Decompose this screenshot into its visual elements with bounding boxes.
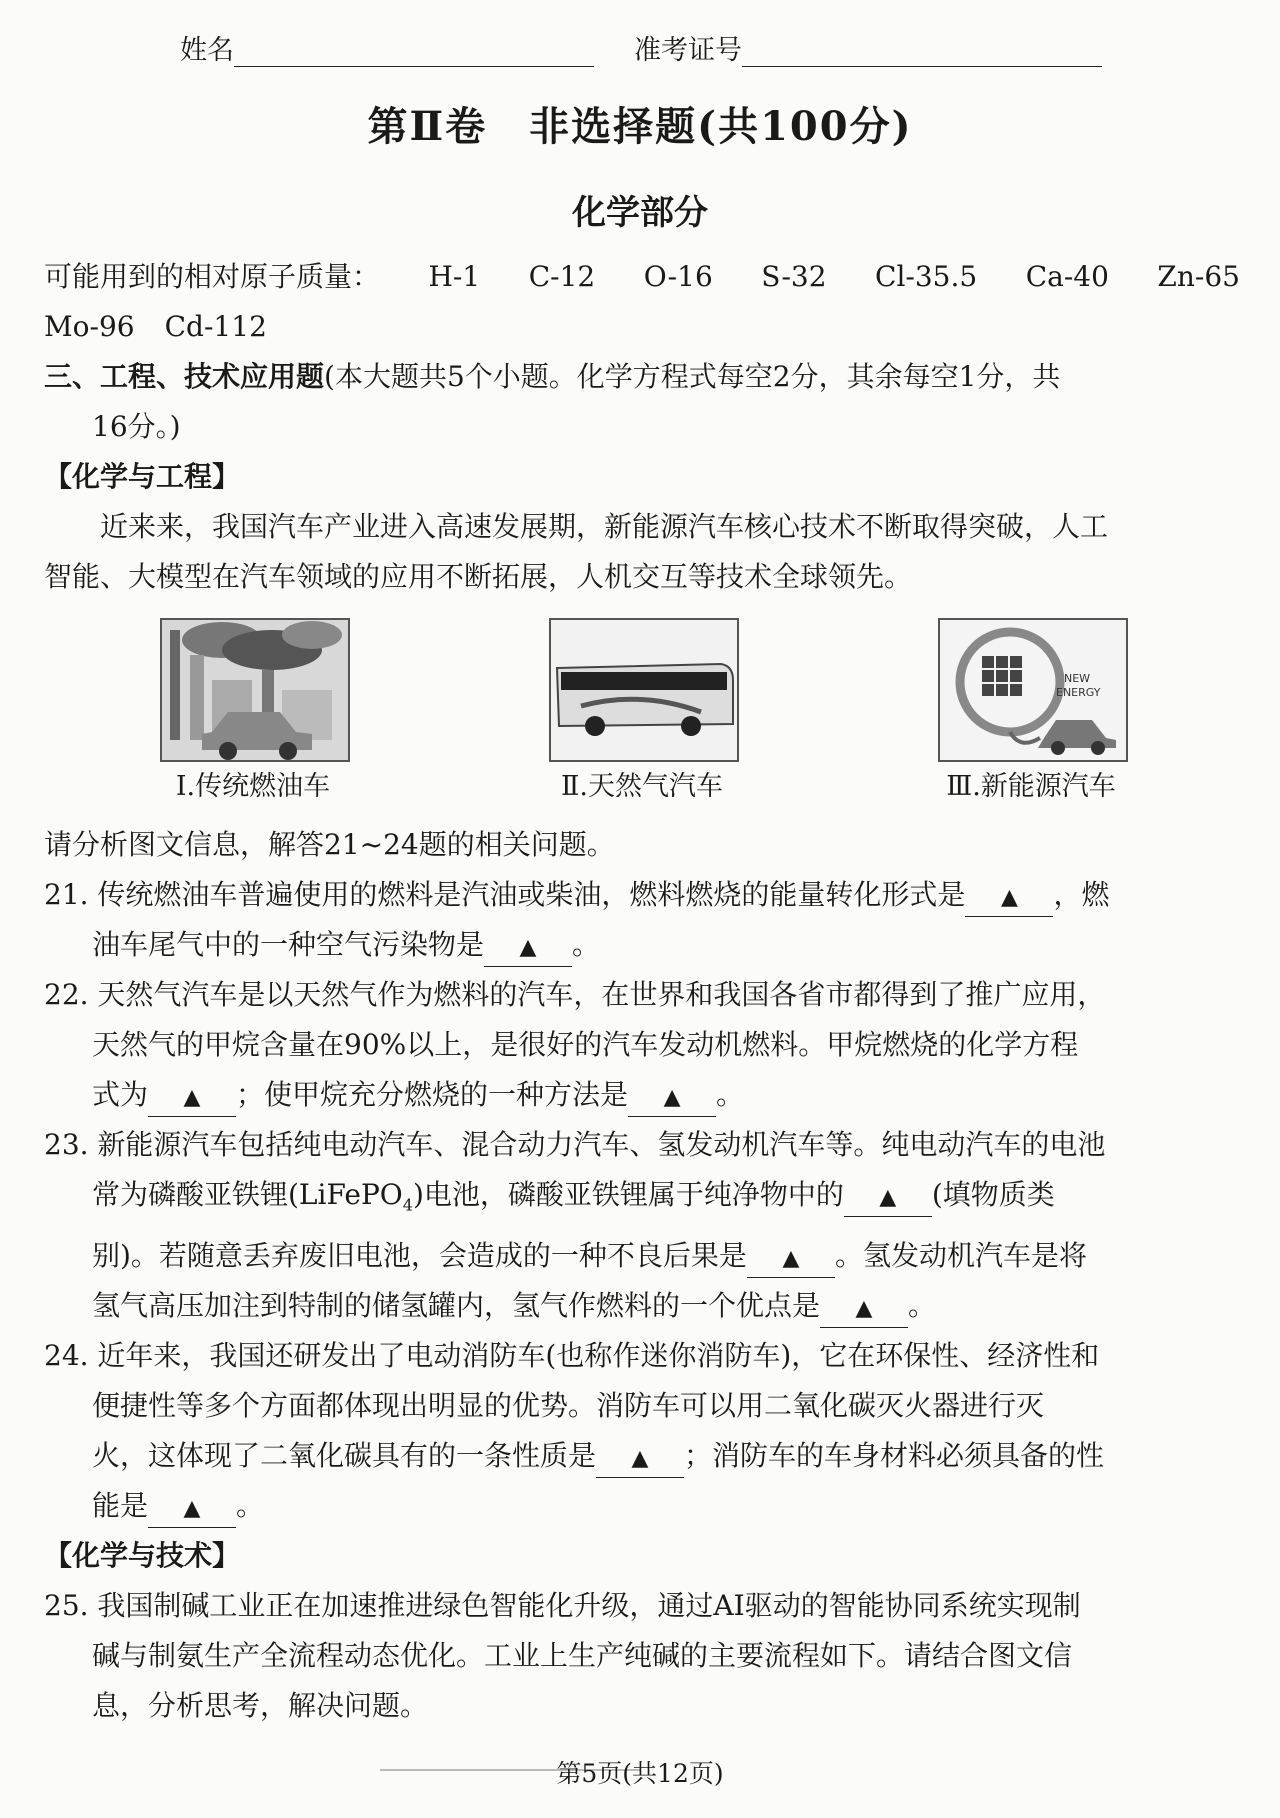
question-text: 。氢发动机汽车是将	[834, 1238, 1087, 1272]
question-text: 。	[716, 1078, 745, 1111]
question-25: 25. 我国制碱工业正在加速推进绿色智能化升级，通过AI驱动的智能协同系统实现制	[44, 1588, 1081, 1622]
page-footer: 第5页(共12页)	[556, 1759, 724, 1788]
question-25-cont: 息，分析思考，解决问题。	[92, 1688, 429, 1722]
image-caption: Ⅱ.天然气汽车	[561, 771, 723, 802]
answer-blank[interactable]: ▲	[148, 1080, 236, 1117]
question-text: 别)。若随意丢弃废旧电池，会造成的一种不良后果是	[92, 1238, 747, 1272]
page-title: 第Ⅱ卷 非选择题(共100分)	[367, 103, 913, 150]
exam-id-label: 准考证号	[634, 35, 742, 66]
question-text: 常为磷酸亚铁锂(LiFePO	[92, 1178, 403, 1211]
chem-tech-heading: 【化学与技术】	[44, 1538, 241, 1572]
question-23-cont	[44, 1170, 1240, 1231]
question-text: )电池，磷酸亚铁锂属于纯净物中的	[412, 1178, 844, 1211]
factory-car-icon	[162, 620, 348, 760]
section-subtitle: 化学部分	[572, 193, 708, 233]
atomic-mass: O-16	[643, 260, 713, 293]
question-text: ，燃	[1053, 878, 1110, 911]
question-text: 油车尾气中的一种空气污染物是	[92, 928, 485, 961]
question-25-cont: 碱与制氨生产全流程动态优化。工业上生产纯碱的主要流程如下。请结合图文信	[92, 1638, 1073, 1672]
answer-blank[interactable]: ▲	[148, 1491, 236, 1528]
atomic-mass: S-32	[761, 260, 827, 293]
exam-id-field	[634, 28, 1102, 67]
atomic-mass-label: 可能用到的相对原子质量：	[44, 260, 381, 293]
answer-blank[interactable]: ▲	[484, 930, 572, 967]
solar-ev-icon	[940, 620, 1126, 760]
question-22: 22. 天然气汽车是以天然气作为燃料的汽车，在世界和我国各省市都得到了推广应用，	[44, 978, 1106, 1011]
fuel-car-image	[160, 618, 350, 762]
question-24-cont	[44, 1431, 1240, 1481]
content	[44, 252, 1240, 1731]
question-23-cont	[44, 1281, 1240, 1331]
answer-blank[interactable]: ▲	[596, 1441, 684, 1478]
logo-text: ENERGY	[1056, 686, 1101, 699]
answer-blank[interactable]: ▲	[844, 1180, 932, 1217]
question-21	[44, 870, 1240, 920]
atomic-mass: Ca-40	[1025, 260, 1109, 293]
image-caption: Ⅰ.传统燃油车	[175, 771, 331, 802]
name-blank[interactable]	[234, 36, 594, 67]
section3-heading	[44, 352, 1240, 402]
question-24-cont	[44, 1481, 1240, 1531]
question-24-cont: 便捷性等多个方面都体现出明显的优势。消防车可以用二氧化碳灭火器进行灭	[92, 1388, 1045, 1422]
name-label: 姓名	[180, 35, 234, 66]
question-21-cont	[44, 920, 1240, 970]
atomic-mass: Cl-35.5	[875, 260, 978, 293]
atomic-mass: Zn-65	[1157, 260, 1240, 293]
question-text: 21. 传统燃油车普遍使用的燃料是汽油或柴油，燃料燃烧的能量转化形式是	[44, 878, 966, 911]
intro-line: 智能、大模型在汽车领域的应用不断拓展，人机交互等技术全球领先。	[44, 560, 913, 593]
question-24: 24. 近年来，我国还研发出了电动消防车(也称作迷你消防车)，它在环保性、经济性和	[44, 1338, 1100, 1372]
question-22-cont: 天然气的甲烷含量在90%以上，是很好的汽车发动机燃料。甲烷燃烧的化学方程	[92, 1028, 1079, 1061]
image-caption: Ⅲ.新能源汽车	[946, 771, 1116, 802]
gas-bus-image	[549, 618, 739, 762]
question-text: 。	[236, 1488, 265, 1522]
atomic-mass: H-1	[428, 260, 481, 293]
header	[0, 28, 1280, 68]
intro-line: 近来来，我国汽车产业进入高速发展期，新能源汽车核心技术不断取得突破，人工	[100, 510, 1109, 543]
bus-icon	[551, 620, 737, 760]
question-23-cont	[44, 1231, 1240, 1281]
question-text: 氢气高压加注到特制的储氢罐内，氢气作燃料的一个优点是	[92, 1288, 821, 1322]
question-23: 23. 新能源汽车包括纯电动汽车、混合动力汽车、氢发动机汽车等。纯电动汽车的电池	[44, 1128, 1106, 1161]
answer-blank[interactable]: ▲	[747, 1241, 835, 1278]
answer-blank[interactable]: ▲	[820, 1291, 908, 1328]
answer-blank[interactable]: ▲	[628, 1080, 716, 1117]
exam-id-blank[interactable]	[742, 36, 1102, 67]
name-field	[180, 28, 594, 67]
section3-note-cont: 16分。)	[92, 410, 181, 443]
question-text: (填物质类	[931, 1178, 1055, 1211]
logo-text: NEW	[1064, 672, 1091, 685]
section3-note: (本大题共5个小题。化学方程式每空2分，其余每空1分，共	[324, 360, 1061, 393]
subscript: 4	[402, 1195, 413, 1215]
analyze-instruction: 请分析图文信息，解答21~24题的相关问题。	[44, 828, 615, 861]
atomic-mass: Cd-112	[164, 310, 267, 343]
question-text: 能是	[92, 1488, 149, 1522]
atomic-masses-line2	[44, 302, 1240, 352]
section3-title: 三、工程、技术应用题	[44, 360, 325, 393]
new-energy-image	[938, 618, 1128, 762]
question-text: ；使甲烷充分燃烧的一种方法是	[236, 1078, 629, 1111]
answer-blank[interactable]: ▲	[965, 880, 1053, 917]
car-images	[44, 610, 1240, 820]
atomic-masses-line1	[44, 252, 1240, 302]
question-text: ；消防车的车身材料必须具备的性	[684, 1438, 1105, 1472]
chem-eng-heading: 【化学与工程】	[44, 460, 241, 493]
question-text: 。	[572, 928, 601, 961]
question-text: 火，这体现了二氧化碳具有的一条性质是	[92, 1438, 597, 1472]
question-22-cont	[44, 1070, 1240, 1120]
atomic-mass: Mo-96	[44, 310, 135, 343]
question-text: 式为	[92, 1078, 149, 1111]
question-text: 。	[908, 1288, 937, 1322]
atomic-mass: C-12	[528, 260, 596, 293]
